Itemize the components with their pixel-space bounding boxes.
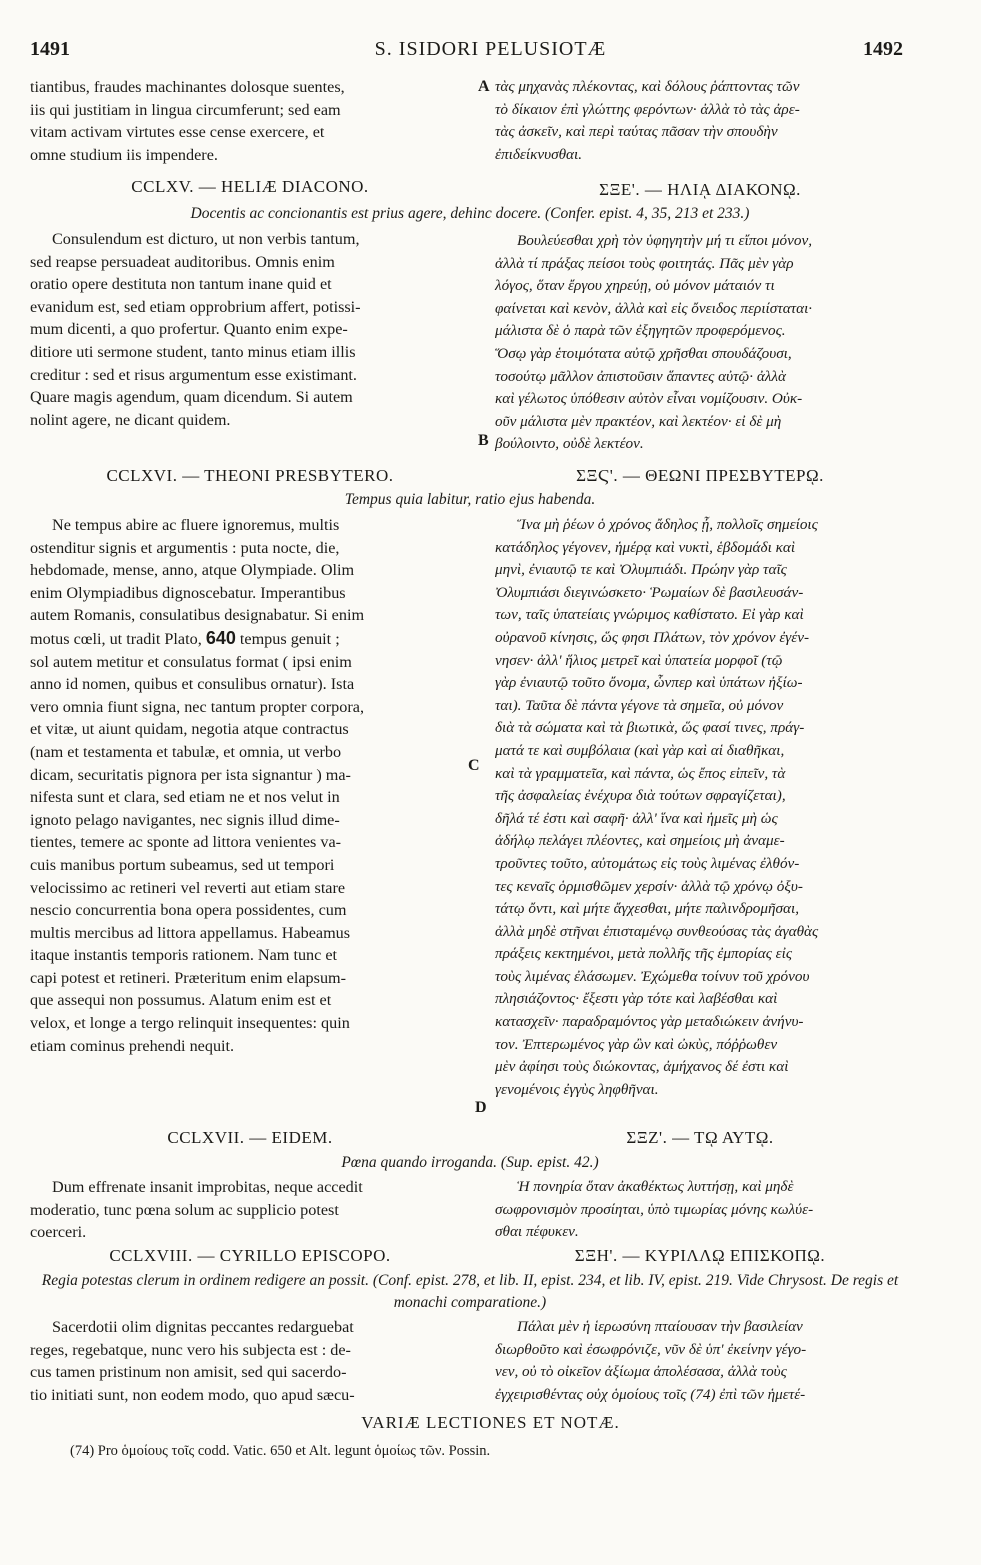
text-line: tientes, temere ac sponte ad littora venientes va-: [30, 833, 342, 852]
text-line: ἐγχειρισθέντας οὐχ ὁμοίους τοῖς (74) ἐπὶ τῶν ἡμετέ-: [495, 1385, 806, 1403]
text-line: Ὀλυμπιάσι διεγινώσκετο· Ῥωμαίων δὲ βασιλευσάν-: [495, 583, 804, 601]
text-line: ἀλλὰ μηδὲ στῆναι ἐπισταμένῳ συνθεούσας τὰς ἀγαθὰς: [495, 922, 819, 940]
margin-marker-d: D: [475, 1099, 487, 1116]
text-line: τὰς μηχανὰς πλέκοντας, καὶ δόλους ῥάπτοντας τῶν: [495, 78, 800, 95]
letter-265-latin: [30, 228, 470, 431]
text-line: μηνὶ, ἐνιαυτῷ τε καὶ Ὀλυμπιάδι. Πρώην γὰρ ταῖς: [495, 561, 787, 579]
letter-265-greek: [495, 230, 905, 456]
text-line: τροῦντες τοῦτο, αὐτομάτως εἰς τοὺς λιμένας ἐλθόν-: [495, 854, 800, 872]
text-line: τον. Ἐπτερωμένος γὰρ ὢν καὶ ὠκὺς, πόῤῥωθεν: [495, 1035, 778, 1053]
text-line: των, ταῖς ὑπατείαις γνώριμος καθίστατο. Εἰ γὰρ καὶ: [495, 606, 804, 624]
text-line: τὰς ἀσκεῖν, καὶ περὶ ταύτας πᾶσαν τὴν σπουδὴν: [495, 123, 778, 141]
text-line: nescio concurrentia bona opera possidentes, cum: [30, 901, 347, 920]
greek-continuation: [495, 76, 905, 166]
text-line: evanidum est, sed etiam opprobrium affert, potissi-: [30, 297, 361, 316]
text-line: velox, et longe a tergo relinquit insequentes: quin: [30, 1014, 350, 1033]
text-line: οὐρανοῦ κίνησις, ὥς φησι Πλάτων, τὸν χρόνον ἐγέν-: [495, 628, 810, 646]
text-line: Ἵνα μὴ ῥέων ὁ χρόνος ἄδηλος ᾖ, πολλοῖς σημείοις: [517, 516, 818, 533]
text-line: cus tamen pristinum non amisit, sed qui sacerdo-: [30, 1363, 347, 1382]
text-line: Consulendum est dicturo, ut non verbis tantum,: [52, 230, 360, 248]
text-line: τοὺς λιμένας ἐλάσωμεν. Ἐχώμεθα τοίνυν τοῦ χρόνου: [495, 967, 810, 985]
text-line: δῆλά τέ ἐστι καὶ σαφῆ· ἀλλ' ἵνα καὶ ἡμεῖς μὴ ὡς: [495, 809, 778, 827]
text-line: Βουλεύεσθαι χρὴ τὸν ὑφηγητὴν μή τι εἴποι μόνον,: [517, 232, 813, 249]
letter-267-latin: [30, 1176, 470, 1244]
margin-marker-a: A: [478, 78, 490, 95]
letter-268-summary: Regia potestas clerum in ordinem redigere an possit. (Conf. epist. 278, et lib. II, epist. 234, et lib. IV, epist. 219. Vide Chrysost. De regis et monachi comparatione.): [41, 1272, 899, 1311]
letter-266-title-greek: ΣΞϚ'. — ΘΕΩΝΙ ΠΡΕΣΒΥΤΕΡῼ.: [576, 466, 824, 485]
text-line: velocissimo ac retineri vel reverti aut etiam stare: [30, 878, 346, 897]
text-line: Quare magis agendum, quam dicendum. Si autem: [30, 388, 353, 407]
notes-heading: VARIÆ LECTIONES ET NOTÆ.: [361, 1413, 620, 1432]
letter-266-greek: [495, 514, 905, 1101]
letter-265-summary: Docentis ac concionantis est prius agere, dehinc docere. (Confer. epist. 4, 35, 213 et 233.): [190, 205, 750, 222]
text-line: sed reapse persuadeat auditoribus. Omnis enim: [30, 252, 335, 271]
text-line: anno id nomen, quibus et consulibus ornatur). Ista: [30, 675, 355, 694]
text-line: οῦν μάλιστα μὲν πρακτέον, καὶ λεκτέον· εἰ δὲ μὴ: [495, 412, 782, 430]
text-line: βούλοιντο, οὐδὲ λεκτέον.: [495, 435, 644, 453]
margin-marker-b: B: [478, 432, 489, 449]
text-line: πλησιάζοντος· ἔξεστι γὰρ τότε καὶ λαβέσθαι καὶ: [495, 990, 778, 1008]
text-line: hebdomade, mense, anno, atque Olympiade. Olim: [30, 561, 355, 580]
text-line: καὶ γέλωτος ὑπόθεσιν αὐτὸν εἶναι νομίζουσιν. Οὐκ-: [495, 390, 803, 408]
text-line: σθαι πέφυκεν.: [495, 1223, 579, 1241]
text-line: mum dicenti, a quo profertur. Quanto enim expe-: [30, 320, 348, 339]
text-line: διὰ τὰ σώματα καὶ τὰ βιωτικὰ, ὥς φασί τινες, πράγ-: [495, 719, 805, 737]
letter-268-greek: [495, 1316, 905, 1406]
text-line: reges, regebatque, nunc vero his subjecta est : de-: [30, 1340, 351, 1359]
page-header: [0, 38, 981, 68]
text-line: nifesta sunt et clara, sed etiam ne et nos velut in: [30, 788, 340, 807]
text-line: λόγος, ὅταν ἔργου χηρεύῃ, οὐ μόνον μάταιόν τι: [495, 277, 775, 295]
text-line: τῆς ἀσφαλείας ἐνέχυρα διὰ τούτων σφραγίζεται),: [495, 787, 786, 805]
text-line: ostenditur signis et argumentis : puta nocte, die,: [30, 538, 340, 557]
text-line: νησεν· ἀλλ' ἥλιος μετρεῖ καὶ ὑπατεία μορφοῖ (τῷ: [495, 651, 783, 669]
text-line: nolint agere, ne dicant quidem.: [30, 410, 231, 429]
text-line: μάλιστα δὲ ὁ παρὰ τῶν ἐξηγητῶν προφερόμενος.: [495, 322, 786, 340]
letter-267-title-latin: CCLXVII. — EIDEM.: [167, 1128, 333, 1147]
text-line: κατασχεῖν· παραδραμόντος γὰρ μεταδιώκειν ἀνήνυ-: [495, 1013, 804, 1031]
text-line: τὸ δίκαιον ἐπὶ γλώττης φερόντων· ἀλλὰ τὸ τὰς ἀρε-: [495, 100, 800, 118]
text-line: σωφρονισμὸν προσίηται, ὑπὸ τιμωρίας μόνης κωλύε-: [495, 1200, 814, 1218]
text-line: omne studium iis impendere.: [30, 145, 218, 164]
text-line: φαίνεται καὶ κενὸν, ἀλλὰ καὶ εἰς ὄνειδος περιίσταται·: [495, 299, 813, 317]
text-line: μὲν ἀφίησι τοὺς διώκοντας, ἀμήχανος δέ ἐστι καὶ: [495, 1058, 789, 1076]
text-line: Dum effrenate insanit improbitas, neque accedit: [52, 1178, 363, 1196]
text-line: κατάδηλος γέγονεν, ἡμέρᾳ καὶ νυκτὶ, ἑβδομάδι καὶ: [495, 538, 796, 556]
letter-267-greek: [495, 1176, 905, 1244]
text-line: ignoto pelago navigantes, nec signis illud dime-: [30, 810, 340, 829]
text-line: creditur : sed et risus argumentum esse existimant.: [30, 365, 357, 384]
text-line: iis qui justitiam in lingua circumferunt; sed eam: [30, 100, 341, 119]
text-line: tiantibus, fraudes machinantes dolosque suentes,: [30, 78, 345, 96]
text-line: ματά τε καὶ συμβόλαια (καὶ γὰρ καὶ αἱ διαθῆκαι,: [495, 741, 785, 759]
text-line: oratio opere destituta non tantum inane quid et: [30, 275, 332, 294]
text-fragment: tempus genuit ;: [239, 629, 340, 648]
text-line: Sacerdotii olim dignitas peccantes redarguebat: [52, 1318, 354, 1336]
text-line: ἀλλὰ τί πράξας πείσοι τοὺς φοιτητάς. Πᾶς μὲν γὰρ: [495, 254, 794, 272]
text-line: [30, 627, 470, 651]
text-line: διωρθοῦτο καὶ ἐσωφρόνιζε, νῦν δὲ ὑπ' ἐκείνην γέγο-: [495, 1340, 807, 1358]
text-line: καὶ τὰ γραμματεῖα, καὶ πάντα, ὡς ἔπος εἰπεῖν, τὰ: [495, 764, 786, 782]
text-line: itaque instantis temporis rationem. Nam tunc et: [30, 946, 338, 965]
text-line: νεν, οὐ τὸ οἰκεῖον ἀξίωμα ἀπολέσασα, ἀλλὰ τοὺς: [495, 1363, 787, 1381]
page-number-left: 1491: [30, 38, 70, 60]
letter-267-title-greek: ΣΞΖ'. — Τῼ ΑΥΤῼ.: [626, 1128, 774, 1147]
text-line: (nam et testamenta et tabulæ, et omnia, ut verbo: [30, 742, 342, 761]
text-line: τες κεναῖς ὁρμισθῶμεν χερσίν· ἀλλὰ τῷ χρόνῳ ὀξυ-: [495, 877, 803, 895]
text-line: Πάλαι μὲν ἡ ἱερωσύνη πταίουσαν τὴν βασιλείαν: [517, 1318, 803, 1335]
text-line: τοσούτῳ μᾶλλον ἀπιστοῦσιν ἅπαντες αὐτῷ· ἀλλὰ: [495, 367, 786, 385]
text-line: τάτῳ ὄντι, καὶ μήτε ἄγχεσθαι, μήτε παλινδρομῆσαι,: [495, 900, 800, 918]
margin-marker-c: C: [468, 757, 480, 774]
text-line: ἐπιδείκνυσθαι.: [495, 145, 583, 163]
text-line: γενομένοις ἐγγὺς ληφθῆναι.: [495, 1080, 659, 1098]
text-line: ται). Ταῦτα δὲ πάντα γέγονε τὰ σημεῖα, οὐ μόνον: [495, 696, 784, 714]
letter-266-summary: Tempus quia labitur, ratio ejus habenda.: [344, 491, 596, 508]
column-number: 640: [205, 627, 236, 648]
letter-265-title-latin: CCLXV. — HELIÆ DIACONO.: [131, 177, 369, 196]
letter-265-title-greek: ΣΞΕ'. — ΗΛΙᾼ ΔΙΑΚΟΝῼ.: [599, 180, 801, 199]
text-line: Ne tempus abire ac fluere ignoremus, multis: [52, 516, 340, 534]
text-line: ditiore uti sermone student, tanto minus etiam illis: [30, 342, 356, 361]
text-line: etiam cominus prehendi nequit.: [30, 1036, 235, 1055]
text-line: multis mercibus ad littora appellamus. Habeamus: [30, 923, 351, 942]
text-line: et vitæ, ut aiunt quidam, negotia atque contractus: [30, 720, 349, 739]
text-line: tio initiati sunt, non eodem modo, quo apud sæcu-: [30, 1385, 355, 1404]
text-fragment: motus cœli, ut tradit Plato,: [30, 629, 202, 648]
text-line: enim Olympiadibus dignoscebatur. Imperantibus: [30, 583, 346, 602]
text-line: que assequi non possumus. Alatum enim est et: [30, 991, 332, 1010]
letter-268-latin: [30, 1316, 470, 1406]
letter-266-title-latin: CCLXVI. — THEONI PRESBYTERO.: [106, 466, 394, 485]
letter-267-summary: Pœna quando irroganda. (Sup. epist. 42.): [341, 1154, 599, 1171]
text-line: capi potest et retineri. Præteritum enim elapsum-: [30, 968, 347, 987]
running-title: S. ISIDORI PELUSIOTÆ: [374, 38, 607, 60]
text-line: cuis manibus portum subeamus, sed ut tempori: [30, 855, 335, 874]
text-line: Ὅσῳ γὰρ ἑτοιμότατα αὐτῷ χρῆσθαι σπουδάζουσι,: [495, 344, 792, 362]
text-line: sol autem metitur et consulatus format ( ipsi enim: [30, 652, 352, 671]
letter-266-latin: [30, 514, 470, 1057]
letter-268-title-greek: ΣΞΗ'. — ΚΥΡΙΛΛῼ ΕΠΙΣΚΟΠῼ.: [574, 1246, 826, 1265]
text-line: autem Romanis, consulatibus designabatur. Si enim: [30, 606, 365, 625]
text-line: coerceri.: [30, 1223, 87, 1242]
letter-268-title-latin: CCLXVIII. — CYRILLO EPISCOPO.: [109, 1246, 391, 1265]
text-line: vitam activam virtutes esse cense exercere, et: [30, 123, 325, 142]
page-number-right: 1492: [863, 38, 903, 60]
text-line: ἀδήλῳ πελάγει πλέοντες, καὶ σημείοις μὴ ἀναμε-: [495, 832, 785, 850]
text-line: Ἡ πονηρία ὅταν ἀκαθέκτως λυττήσῃ, καὶ μηδὲ: [517, 1178, 794, 1195]
text-line: moderatio, tunc pœna solum ac supplicio potest: [30, 1200, 339, 1219]
footnote-74: (74) Pro ὁμοίους τοῖς codd. Vatic. 650 et Alt. legunt ὁμοίως τῶν. Possin.: [70, 1443, 491, 1459]
latin-continuation: [30, 76, 470, 166]
text-line: γὰρ ἐνιαυτῷ τοῦτο ὄνομα, ὧνπερ καὶ ὑπάτων ἠξίω-: [495, 674, 803, 692]
text-line: vero omnia fiunt signa, nec tantum propter corpora,: [30, 697, 364, 716]
text-line: πράξεις κεκτημένοι, μετὰ πολλῆς τῆς ἐμπορίας εἰς: [495, 945, 793, 963]
text-line: dicam, securitatis pignora per ista signantur ) ma-: [30, 765, 351, 784]
